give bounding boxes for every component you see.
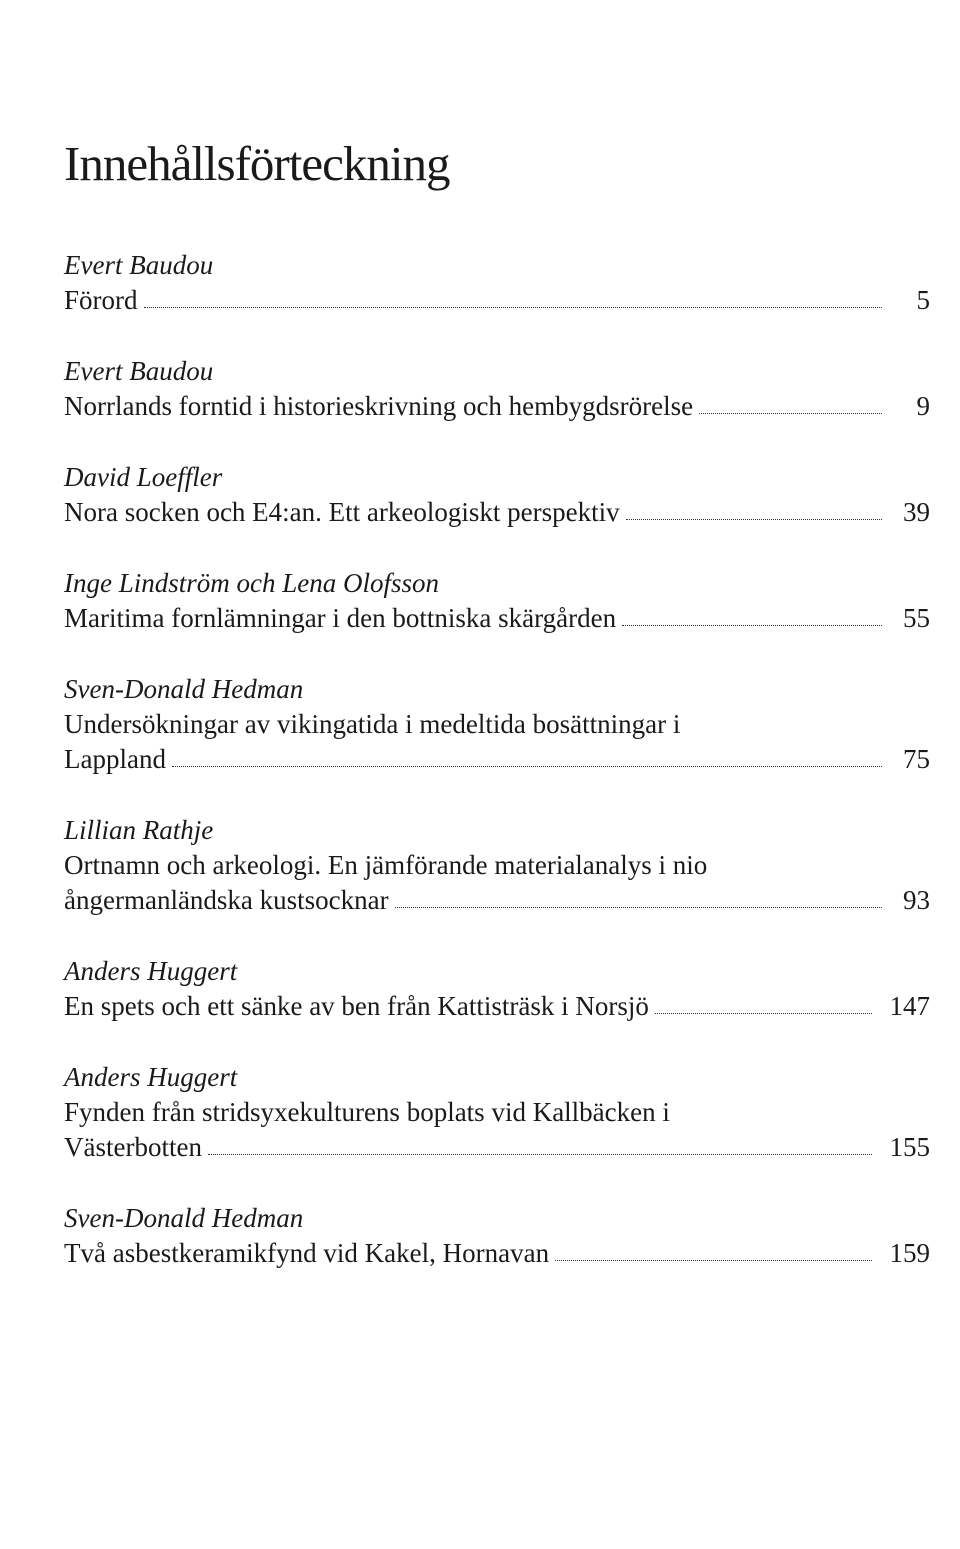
toc-entry [64,954,930,1024]
entry-title: Maritima fornlämningar i den bottniska skärgården [64,603,617,633]
dot-leader [144,307,883,308]
dot-leader [622,625,882,626]
entry-title: En spets och ett sänke av ben från Kattisträsk i Norsjö [64,991,649,1021]
dot-leader [626,519,882,520]
entry-author: Evert Baudou [64,250,214,280]
page-number: 75 [903,744,930,774]
dot-leader [208,1154,872,1155]
entry-title-line [64,389,930,424]
entry-author: Sven-Donald Hedman [64,674,304,704]
entry-author: David Loeffler [64,462,223,492]
entry-title: Två asbestkeramikfynd vid Kakel, Hornavan [64,1238,550,1268]
entry-title-line [64,495,930,530]
entry-title-line [64,1236,930,1271]
entry-title: Nora socken och E4:an. Ett arkeologiskt perspektiv [64,497,620,527]
toc-entry [64,566,930,636]
entry-author: Anders Huggert [64,956,238,986]
entry-title: Lappland [64,744,166,774]
entry-title-line [64,1130,930,1165]
entry-title-line [64,883,930,918]
entry-title-line [64,601,930,636]
dot-leader [655,1013,872,1014]
entry-author: Sven-Donald Hedman [64,1203,304,1233]
entry-title-line [64,742,930,777]
toc-entry [64,460,930,530]
toc-entry [64,1201,930,1271]
entry-title: Västerbotten [64,1132,202,1162]
entry-author: Anders Huggert [64,1062,238,1092]
toc-entry [64,672,930,777]
entry-author: Inge Lindström och Lena Olofsson [64,568,440,598]
dot-leader [395,907,882,908]
entry-title-line [64,283,930,318]
page-number: 5 [916,285,930,315]
page-number: 39 [903,497,930,527]
entry-title: ångermanländska kustsocknar [64,885,389,915]
entry-author: Evert Baudou [64,356,214,386]
toc-entry [64,1060,930,1165]
page-number: 55 [903,603,930,633]
page-number: 9 [916,391,930,421]
table-of-contents [64,248,930,1307]
toc-entry [64,813,930,918]
page-number: 93 [903,885,930,915]
page-number: 147 [889,991,930,1021]
entry-title-line [64,989,930,1024]
entry-title-first-line: Undersökningar av vikingatida i medeltida bosättningar i [64,709,681,739]
dot-leader [555,1260,871,1261]
dot-leader [699,413,882,414]
page-title: Innehållsförteckning [64,136,450,191]
page-number: 159 [889,1238,930,1268]
toc-entry [64,354,930,424]
entry-title: Norrlands forntid i historieskrivning och hembygdsrörelse [64,391,694,421]
page-number: 155 [889,1132,930,1162]
dot-leader [172,766,882,767]
toc-entry [64,248,930,318]
entry-title-first-line: Fynden från stridsyxekulturens boplats vid Kallbäcken i [64,1097,670,1127]
entry-author: Lillian Rathje [64,815,214,845]
entry-title: Förord [64,285,138,315]
entry-title-first-line: Ortnamn och arkeologi. En jämförande materialanalys i nio [64,850,708,880]
